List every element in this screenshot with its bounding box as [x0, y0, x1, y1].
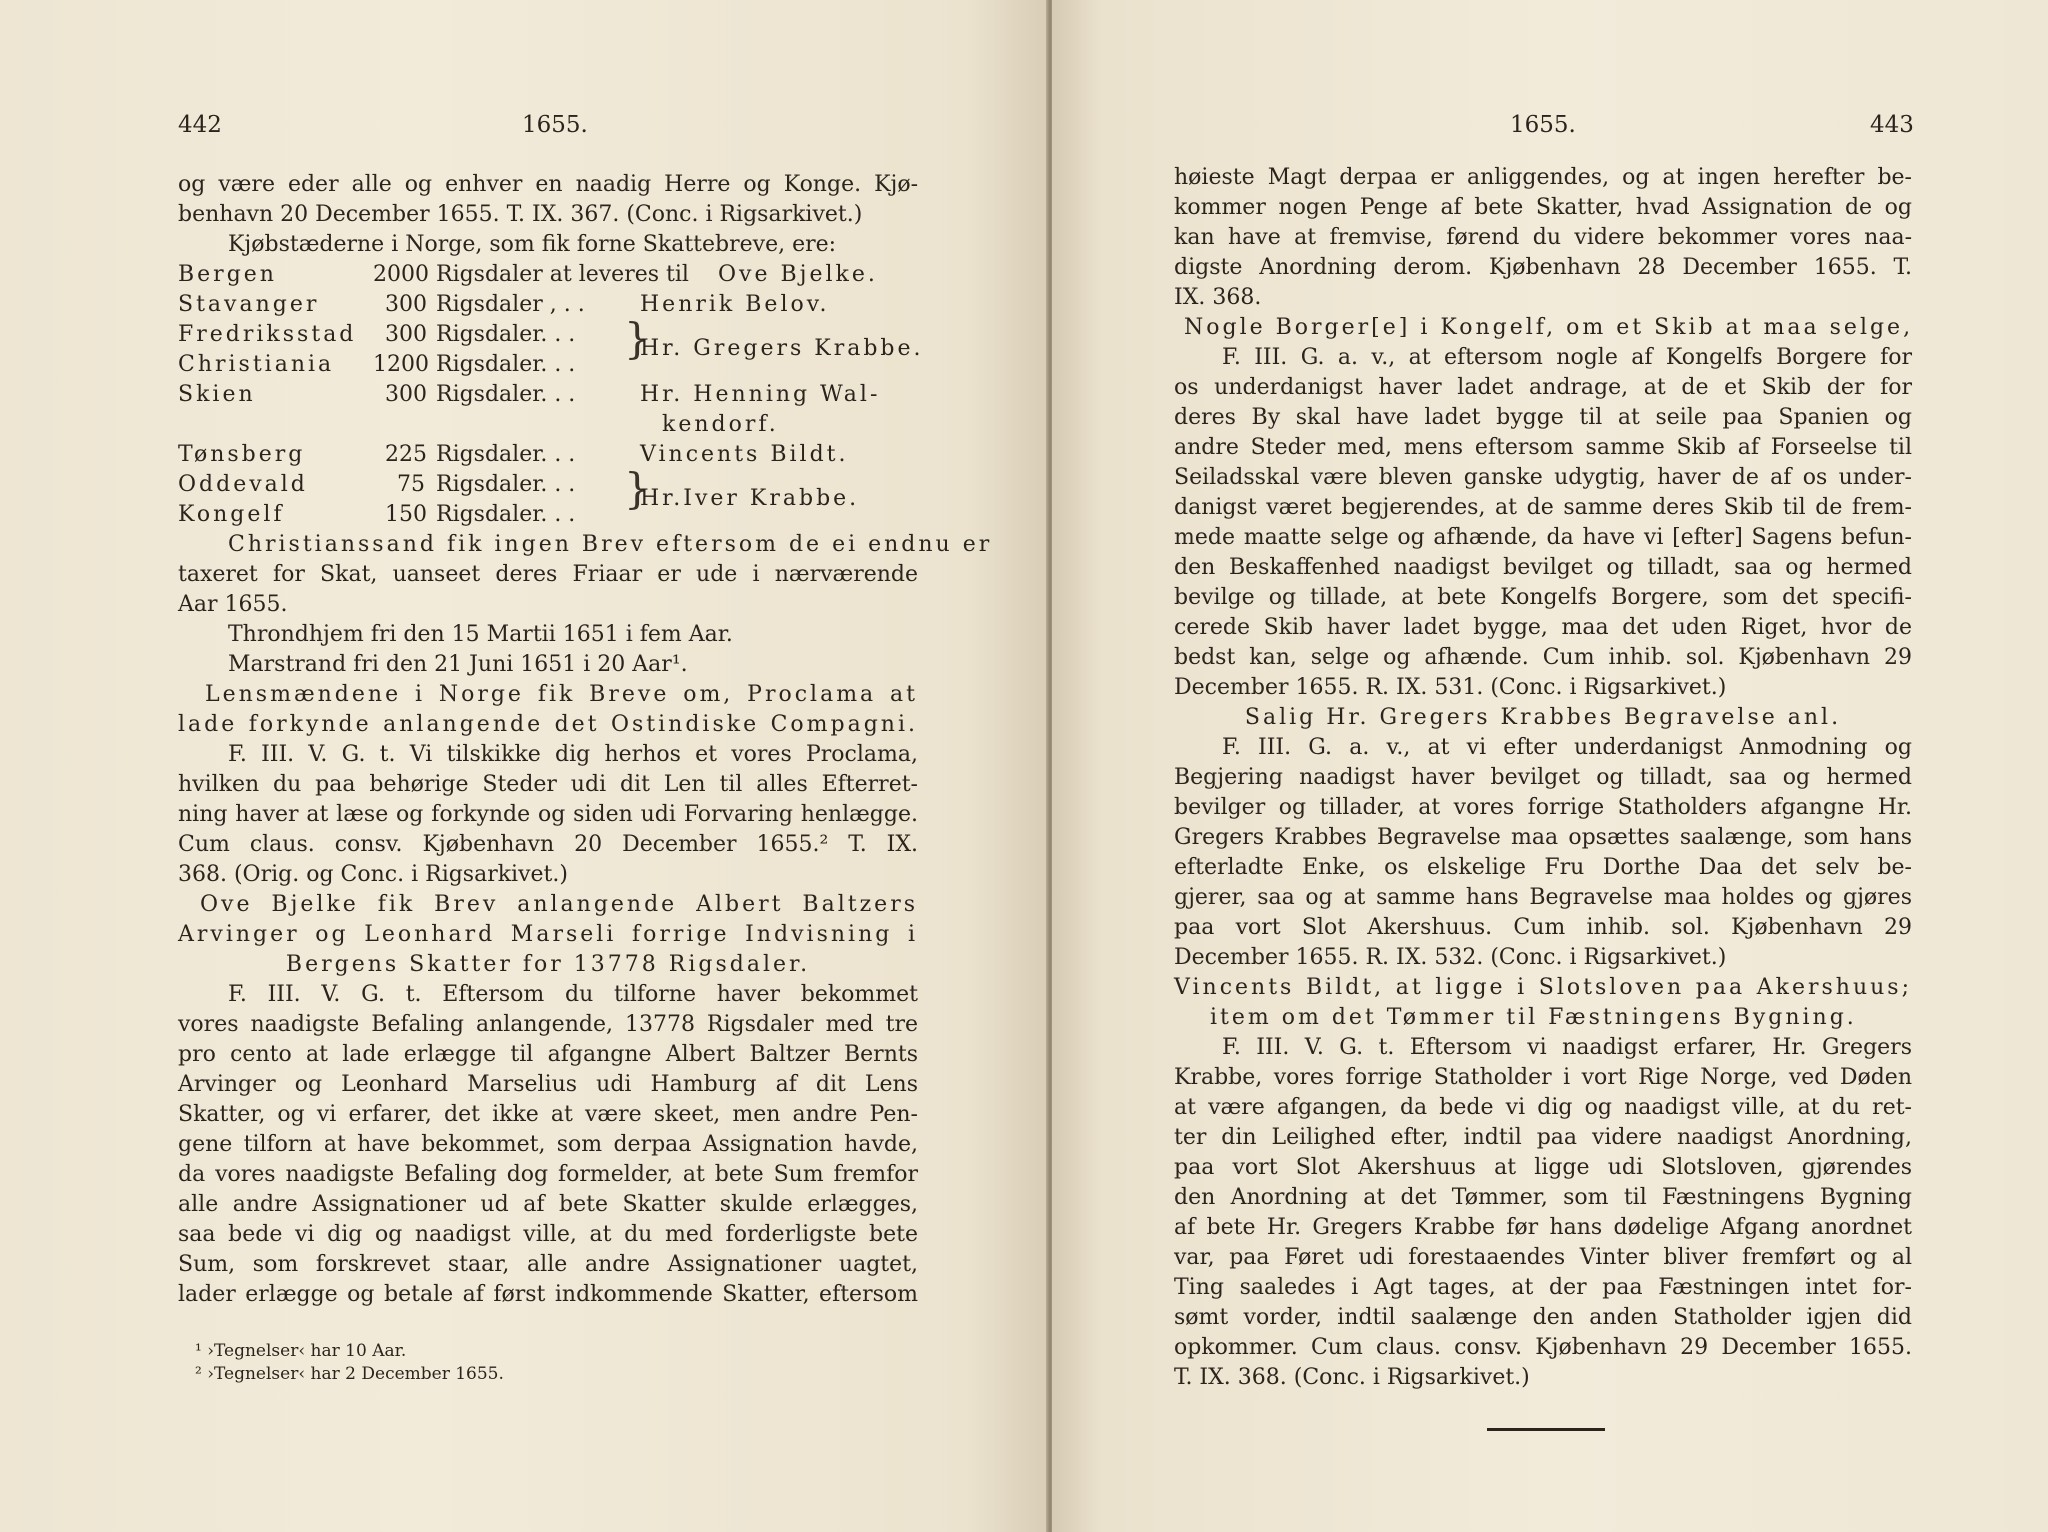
brace: }: [624, 464, 651, 513]
text-line: Kjøbstæderne i Norge, som fik forne Skattebreve, ere:: [228, 232, 837, 257]
text-line: F. III. V. G. t. Eftersom vi naadigst erfarer, Hr. Gregers: [1222, 1035, 1912, 1060]
text-line: kan have at fremvise, førend du videre bekommer vores naa-: [1174, 225, 1912, 250]
text-line: var, paa Føret udi forestaaendes Vinter bliver fremført og al: [1174, 1245, 1912, 1270]
town-recipient: Henrik Belov.: [640, 292, 830, 317]
text-line: vores naadigste Befaling anlangende, 13778 Rigsdaler med tre: [178, 1012, 918, 1037]
town-amount: 2000: [373, 262, 429, 287]
section-heading: lade forkynde anlangende det Ostindiske Compagni.: [178, 712, 918, 737]
text-line: December 1655. R. IX. 531. (Conc. i Rigsarkivet.): [1174, 675, 1727, 700]
town-name: Stavanger: [178, 292, 320, 317]
text-line: F. III. V. G. t. Eftersom du tilforne haver bekommet: [228, 982, 918, 1007]
text-line: paa vort Slot Akershuus at ligge udi Slotsloven, gjørendes: [1174, 1155, 1912, 1180]
text-line: os underdanigst haver ladet andrage, at de et Skib der for: [1174, 375, 1912, 400]
text-line: bedst kan, selge og afhænde. Cum inhib. sol. Kjøbenhavn 29: [1174, 645, 1912, 670]
text-line: Skatter, og vi erfarer, det ikke at være skeet, men andre Pen-: [178, 1102, 918, 1127]
town-unit: Rigsdaler. . .: [436, 352, 576, 377]
text-line: Marstrand fri den 21 Juni 1651 i 20 Aar¹.: [228, 652, 688, 677]
text-line: gene tilforn at have bekommet, som derpaa Assignation havde,: [178, 1132, 918, 1157]
town-amount: 300: [385, 292, 427, 317]
running-head-left: 1655.: [522, 112, 588, 138]
brace: }: [624, 314, 651, 363]
text-line: 368. (Orig. og Conc. i Rigsarkivet.): [178, 862, 568, 887]
text-line: bevilge og tillade, at bete Kongelfs Borgere, som det specifi-: [1174, 585, 1912, 610]
text-line: og være eder alle og enhver en naadig Herre og Konge. Kjø-: [178, 172, 918, 197]
text-line: bevilger og tillader, at vores forrige Statholders afgangne Hr.: [1174, 795, 1912, 820]
text-line: Arvinger og Leonhard Marselius udi Hamburg af dit Lens: [178, 1072, 918, 1097]
town-amount: 300: [385, 382, 427, 407]
town-amount: 300: [385, 322, 427, 347]
text-line: sømt vorder, indtil saalænge den anden Statholder igjen did: [1174, 1305, 1912, 1330]
section-heading: Arvinger og Leonhard Marseli forrige Indvisning i: [178, 922, 918, 947]
town-row: [178, 290, 938, 320]
town-unit: Rigsdaler , . .: [436, 292, 585, 317]
section-heading: Vincents Bildt, at ligge i Slotsloven paa Akershuus;: [1174, 975, 1912, 1000]
text-line: Christianssand fik ingen Brev eftersom de ei endnu er: [228, 532, 993, 557]
section-heading: Ove Bjelke fik Brev anlangende Albert Baltzers: [200, 892, 918, 917]
text-line: alle andre Assignationer ud af bete Skatter skulde erlægges,: [178, 1192, 918, 1217]
town-unit: Rigsdaler at leveres til: [436, 262, 689, 287]
text-line: Seiladsskal være bleven ganske udygtig, haver de af os under-: [1174, 465, 1912, 490]
town-name: Bergen: [178, 262, 277, 287]
text-line: ning haver at læse og forkynde og siden udi Forvaring henlægge.: [178, 802, 918, 827]
section-heading: item om det Tømmer til Fæstningens Bygning.: [1210, 1005, 1857, 1030]
text-line: kommer nogen Penge af bete Skatter, hvad Assignation de og: [1174, 195, 1912, 220]
town-recipient: Hr. Henning Wal-: [640, 382, 881, 407]
text-line: høieste Magt derpaa er anliggendes, og at ingen herefter be-: [1174, 165, 1912, 190]
text-line: deres By skal have ladet bygge til at seile paa Spanien og: [1174, 405, 1912, 430]
town-unit: Rigsdaler. . .: [436, 322, 576, 347]
town-unit: Rigsdaler. . .: [436, 382, 576, 407]
text-line: F. III. G. a. v., at eftersom nogle af Kongelfs Borgere for: [1222, 345, 1912, 370]
text-line: December 1655. R. IX. 532. (Conc. i Rigsarkivet.): [1174, 945, 1727, 970]
page-number-right: 443: [1870, 112, 1914, 138]
text-line: paa vort Slot Akershuus. Cum inhib. sol. Kjøbenhavn 29: [1174, 915, 1912, 940]
text-line: opkommer. Cum claus. consv. Kjøbenhavn 29 December 1655.: [1174, 1335, 1912, 1360]
text-line: F. III. G. a. v., at vi efter underdanigst Anmodning og: [1222, 735, 1912, 760]
text-line: af bete Hr. Gregers Krabbe før hans dødelige Afgang anordnet: [1174, 1215, 1912, 1240]
town-unit: Rigsdaler. . .: [436, 442, 576, 467]
town-recipient: Ove Bjelke.: [718, 262, 878, 287]
text-line: gjerer, saa og at samme hans Begravelse maa holdes og gjøres: [1174, 885, 1912, 910]
text-line: T. IX. 368. (Conc. i Rigsarkivet.): [1174, 1365, 1530, 1390]
text-line: Throndhjem fri den 15 Martii 1651 i fem Aar.: [228, 622, 733, 647]
town-recipient: Vincents Bildt.: [640, 442, 849, 467]
text-line: den Anordning at det Tømmer, som til Fæstningens Bygning: [1174, 1185, 1912, 1210]
town-row: [178, 260, 938, 290]
text-line: taxeret for Skat, uanseet deres Friaar er ude i nærværende: [178, 562, 918, 587]
text-line: saa bede vi dig og naadigst ville, at du med forderligste bete: [178, 1222, 918, 1247]
brace-recipient: Hr.Iver Krabbe.: [640, 486, 860, 511]
town-name: Kongelf: [178, 502, 285, 527]
text-line: benhavn 20 December 1655. T. IX. 367. (Conc. i Rigsarkivet.): [178, 202, 863, 227]
text-line: hvilken du paa behørige Steder udi dit Len til alles Efterret-: [178, 772, 918, 797]
text-line: Krabbe, vores forrige Statholder i vort Rige Norge, ved Døden: [1174, 1065, 1912, 1090]
page-number-left: 442: [178, 112, 222, 138]
text-line: Begjering naadigst haver bevilget og tilladt, saa og hermed: [1174, 765, 1912, 790]
text-line: mede maatte selge og afhænde, da have vi [efter] Sagens befun-: [1174, 525, 1912, 550]
town-name: Christiania: [178, 352, 335, 377]
text-line: efterladte Enke, os elskelige Fru Dorthe Daa det selv be-: [1174, 855, 1912, 880]
text-line: danigst været begjerendes, at de samme deres Skib til de frem-: [1174, 495, 1912, 520]
town-name: Fredriksstad: [178, 322, 357, 347]
text-line: Aar 1655.: [178, 592, 288, 617]
text-line: digste Anordning derom. Kjøbenhavn 28 December 1655. T.: [1174, 255, 1912, 280]
town-name: Skien: [178, 382, 256, 407]
town-recipient: kendorf.: [662, 412, 779, 437]
text-line: ter din Leilighed efter, indtil paa videre naadigst Anordning,: [1174, 1125, 1912, 1150]
town-row: [178, 440, 938, 470]
footnote: ² ›Tegnelser‹ har 2 December 1655.: [195, 1364, 504, 1384]
running-head-right: 1655.: [1510, 112, 1576, 138]
section-heading: Lensmændene i Norge fik Breve om, Proclama at: [205, 682, 918, 707]
text-line: at være afgangen, da bede vi dig og naadigst ville, at du ret-: [1174, 1095, 1912, 1120]
section-heading: Bergens Skatter for 13778 Rigsdaler.: [285, 952, 811, 977]
footnote: ¹ ›Tegnelser‹ har 10 Aar.: [195, 1341, 407, 1361]
brace-recipient: Hr. Gregers Krabbe.: [640, 336, 924, 361]
town-unit: Rigsdaler. . .: [436, 502, 576, 527]
text-line: pro cento at lade erlægge til afgangne Albert Baltzer Bernts: [178, 1042, 918, 1067]
town-amount: 150: [385, 502, 427, 527]
town-unit: Rigsdaler. . .: [436, 472, 576, 497]
town-amount: 75: [397, 472, 425, 497]
town-amount: 1200: [373, 352, 429, 377]
end-rule: [1487, 1428, 1605, 1431]
text-line: Sum, som forskrevet staar, alle andre Assignationer uagtet,: [178, 1252, 918, 1277]
text-line: da vores naadigste Befaling dog formelder, at bete Sum fremfor: [178, 1162, 918, 1187]
text-line: Cum claus. consv. Kjøbenhavn 20 December 1655.² T. IX.: [178, 832, 918, 857]
text-line: lader erlægge og betale af først indkommende Skatter, eftersom: [178, 1282, 918, 1307]
town-name: Tønsberg: [178, 442, 306, 467]
section-heading: Nogle Borger[e] i Kongelf, om et Skib at maa selge,: [1184, 315, 1914, 340]
text-line: Ting saaledes i Agt tages, at der paa Fæstningen intet for-: [1174, 1275, 1912, 1300]
town-amount: 225: [385, 442, 427, 467]
text-line: andre Steder med, mens eftersom samme Skib af Forseelse til: [1174, 435, 1912, 460]
text-line: den Beskaffenhed naadigst bevilget og tilladt, saa og hermed: [1174, 555, 1912, 580]
text-line: Gregers Krabbes Begravelse maa opsættes saalænge, som hans: [1174, 825, 1912, 850]
text-line: IX. 368.: [1174, 285, 1262, 310]
section-heading: Salig Hr. Gregers Krabbes Begravelse anl.: [1244, 705, 1842, 730]
town-name: Oddevald: [178, 472, 308, 497]
text-line: F. III. V. G. t. Vi tilskikke dig herhos et vores Proclama,: [228, 742, 918, 767]
town-row: [178, 410, 938, 440]
town-row: [178, 380, 938, 410]
text-line: cerede Skib haver ladet bygge, maa det uden Riget, hvor de: [1174, 615, 1912, 640]
